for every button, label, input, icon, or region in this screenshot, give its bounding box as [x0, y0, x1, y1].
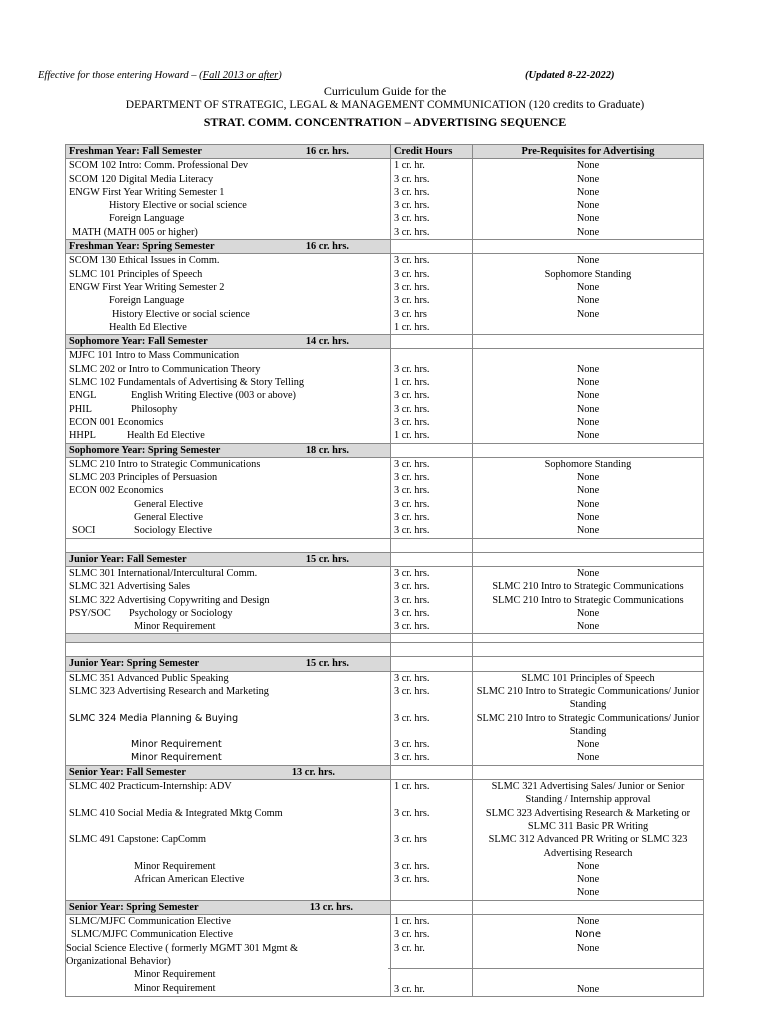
semester-block: SLMC 402 Practicum-Internship: ADV SLMC 410 Social Media & Integrated Mktg Comm SLMC 491 Capstone: CapComm Minor Requirement African American Elective 1 cr. hrs. 3 cr. hrs. 3 cr. hrs 3 cr. hrs. 3 cr. hrs. SLMC 321 Advertising Sales/ Junior or Senior Standing / Internship approval SLMC 323 Advertising Research & Marketing or SLMC 311 Basic PR Writing SLMC 312 Advanced PR Writing or SLMC 323 Advertising Research None None None [66, 780, 704, 901]
concentration-title: STRAT. COMM. CONCENTRATION – ADVERTISING SEQUENCE [203, 115, 567, 129]
credit-hours-header: Credit Hours [391, 145, 473, 159]
semester-header: Senior Year: Fall Semester 13 cr. hrs. [66, 765, 704, 779]
semester-header: Freshman Year: Fall Semester 16 cr. hrs. Credit Hours Pre-Requisites for Advertising [66, 145, 704, 159]
semester-block: SLMC/MJFC Communication Elective SLMC/MJFC Communication Elective Social Science Elective ( formerly MGMT 301 Mgmt & Organizational Behavior) Minor Requirement Minor Requirement 1 cr. hrs. 3 cr. hrs. 3 cr. hr. 3 cr. hr. None None None None [66, 915, 704, 997]
semester-header: Senior Year: Spring Semester 13 cr. hrs. [66, 900, 704, 914]
department-title: DEPARTMENT OF STRATEGIC, LEGAL & MANAGEMENT COMMUNICATION (120 credits to Graduate) [125, 99, 645, 111]
semester-header: Sophomore Year: Spring Semester 18 cr. hrs. [66, 443, 704, 457]
semester-block: SLMC 301 International/Intercultural Comm. SLMC 321 Advertising Sales SLMC 322 Advertising Copywriting and Design PSY/SOC Psychology or Sociology Minor Requirement 3 cr. hrs. 3 cr. hrs. 3 cr. hrs. 3 cr. hrs. 3 cr. hrs. None SLMC 210 Intro to Strategic Communications SLMC 210 Intro to Strategic Communications None None [66, 566, 704, 633]
curriculum-table [65, 144, 704, 997]
semester-block: MJFC 101 Intro to Mass Communication SLMC 202 or Intro to Communication Theory SLMC 102 Fundamentals of Advertising & Story Telling ENGL English Writing Elective (003 or above) PHIL Philosophy ECON 001 Economics HHPL Health Ed Elective 3 cr. hrs. 1 cr. hrs. 3 cr. hrs. 3 cr. hrs. 3 cr. hrs. 1 cr. hrs. None None None None None None [66, 349, 704, 443]
semester-block: SCOM 130 Ethical Issues in Comm. SLMC 101 Principles of Speech ENGW First Year Writing Semester 2 Foreign Language History Elective or social science Health Ed Elective 3 cr. hrs. 3 cr. hrs. 3 cr. hrs. 3 cr. hrs. 3 cr. hrs 1 cr. hrs. None Sophomore Standing None None None [66, 254, 704, 335]
prereq-header: Pre-Requisites for Advertising [473, 145, 704, 159]
semester-header: Sophomore Year: Fall Semester 14 cr. hrs. [66, 335, 704, 349]
semester-block: SLMC 351 Advanced Public Speaking SLMC 323 Advertising Research and Marketing SLMC 324 Media Planning & Buying Minor Requirement Minor Requirement 3 cr. hrs. 3 cr. hrs. 3 cr. hrs. 3 cr. hrs. 3 cr. hrs. SLMC 101 Principles of Speech SLMC 210 Intro to Strategic Communications/ Junior Standing SLMC 210 Intro to Strategic Communications/ Junior Standing None None [66, 671, 704, 765]
guide-title: Curriculum Guide for the [323, 84, 447, 98]
semester-header: Junior Year: Fall Semester 15 cr. hrs. [66, 552, 704, 566]
semester-block: SLMC 210 Intro to Strategic Communications SLMC 203 Principles of Persuasion ECON 002 Economics General Elective General Elective SOCI Sociology Elective 3 cr. hrs. 3 cr. hrs. 3 cr. hrs. 3 cr. hrs. 3 cr. hrs. 3 cr. hrs. Sophomore Standing None None None None None [66, 457, 704, 538]
effective-note: Effective for those entering Howard – (Fall 2013 or after) [38, 70, 282, 81]
semester-header: Freshman Year: Spring Semester 16 cr. hrs. [66, 240, 704, 254]
updated-date: (Updated 8-22-2022) [525, 70, 615, 81]
effective-term-link: Fall 2013 or after [202, 70, 279, 81]
semester-block: SCOM 102 Intro: Comm. Professional Dev SCOM 120 Digital Media Literacy ENGW First Year Writing Semester 1 History Elective or social science Foreign Language MATH (MATH 005 or higher) 1 cr. hr. 3 cr. hrs. 3 cr. hrs. 3 cr. hrs. 3 cr. hrs. 3 cr. hrs. None None None None None None [66, 159, 704, 240]
semester-header: Junior Year: Spring Semester 15 cr. hrs. [66, 657, 704, 671]
